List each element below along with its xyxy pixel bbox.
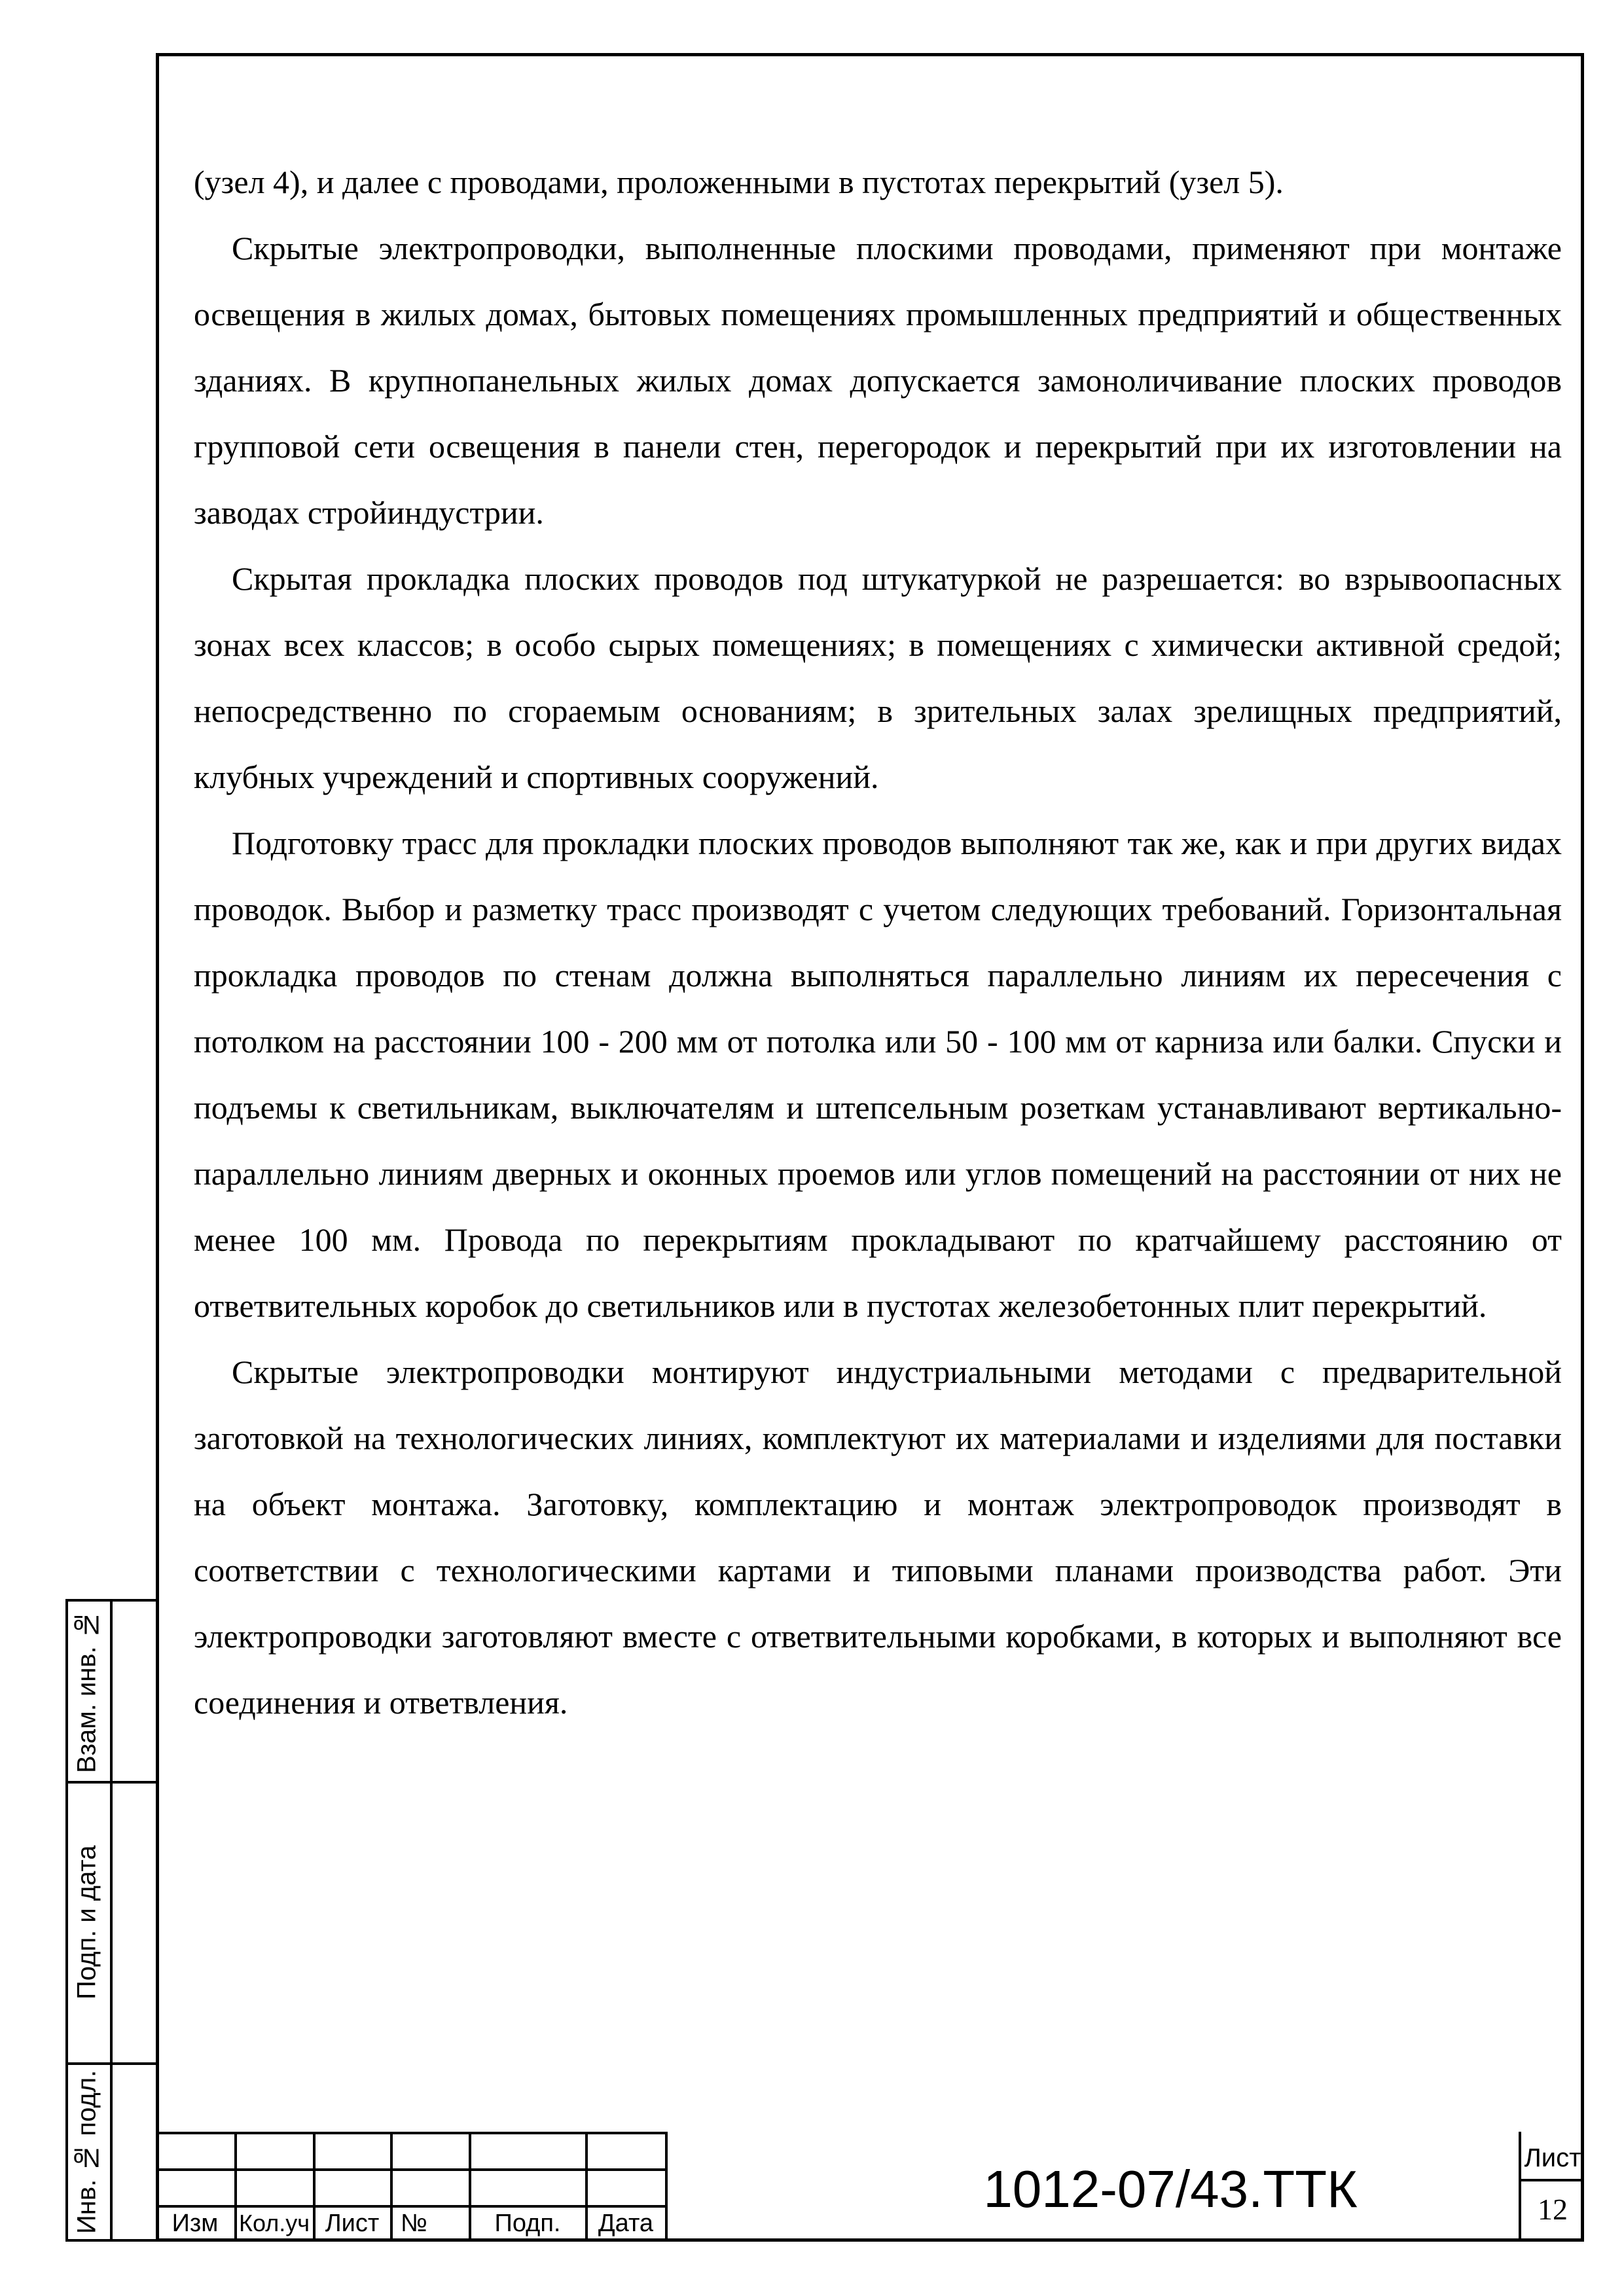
side-separator xyxy=(65,1781,156,1784)
side-label-inv-podl: Инв. № подл. xyxy=(72,2070,101,2234)
side-top-border xyxy=(65,1599,156,1602)
paragraph: Скрытые электропроводки монтируют индустриальными методами с предварительной заготовкой на технологических линиях, комплектуют их материалами и изделиями для поставки на объект монтажа. Заготовку, комплектацию и монтаж электропроводок производят в соответствии с технологическими картами и типовыми планами производства работ. Эти электропроводки заготовляют вместе с ответвительными коробками, в которых и выполняют все соединения и ответвления. xyxy=(194,1354,1562,1721)
stamp-col-podp: Подп. xyxy=(494,2209,561,2237)
paragraph: Скрытая прокладка плоских проводов под штукатуркой не разрешается: во взрывоопасных зонах всех классов; в особо сырых помещениях; в помещениях с химически активной средой; непосредственно по сгораемым основаниям; в зрительных залах зрелищных предприятий, клубных учреждений и спортивных сооружений. xyxy=(194,560,1562,795)
title-block xyxy=(156,2132,1584,2242)
sheet-label: Лист xyxy=(1524,2144,1581,2172)
side-separator xyxy=(65,2062,156,2065)
side-bottom-border xyxy=(65,2239,156,2242)
stamp-col-number: № xyxy=(401,2209,427,2237)
stamp-col-data: Дата xyxy=(598,2209,654,2237)
stamp-col-kol-uch: Кол.уч xyxy=(239,2210,310,2236)
paragraph: Подготовку трасс для прокладки плоских проводов выполняют так же, как и при других видах проводок. Выбор и разметку трасс производят с учетом следующих требований. Горизонтальная прокладка проводов по стенам должна выполняться параллельно линиям их пересечения с потолком на расстоянии 100 - 200 мм от потолка или 50 - 100 мм от карниза или балки. Спуски и подъемы к светильникам, выключателям и штепсельным розеткам устанавливают вертикально-параллельно линиям дверных и оконных проемов или углов помещений на расстоянии от них не менее 100 мм. Провода по перекрытиям прокладывают по кратчайшему расстоянию от ответвительных коробок до светильников или в пустотах железобетонных плит перекрытий. xyxy=(194,825,1562,1324)
side-strip xyxy=(65,1599,156,2242)
stamp-col-list: Лист xyxy=(325,2209,380,2237)
stamp-line xyxy=(156,2132,666,2134)
side-label-podp-data: Подп. и дата xyxy=(72,1845,101,2000)
stamp-line xyxy=(156,2168,666,2171)
side-divider xyxy=(110,1599,113,2242)
sheet-number: 12 xyxy=(1538,2193,1568,2226)
document-code: 1012-07/43.ТТК xyxy=(983,2160,1358,2218)
paragraph: Скрытые электропроводки, выполненные плоскими проводами, применяют при монтаже освещения в жилых домах, бытовых помещениях промышленных предприятий и общественных зданиях. В крупнопанельных жилых домах допускается замоноличивание плоских проводов групповой сети освещения в панели стен, перегородок и перекрытий при их изготовлении на заводах стройиндустрии. xyxy=(194,230,1562,531)
body-text xyxy=(194,149,1562,1736)
stamp-col-izm: Изм xyxy=(171,2209,219,2237)
paragraph: (узел 4), и далее с проводами, проложенными в пустотах перекрытий (узел 5). xyxy=(194,164,1284,200)
side-left-border xyxy=(65,1599,68,2242)
side-label-vzam-inv: Взам. инв. № xyxy=(72,1610,101,1774)
